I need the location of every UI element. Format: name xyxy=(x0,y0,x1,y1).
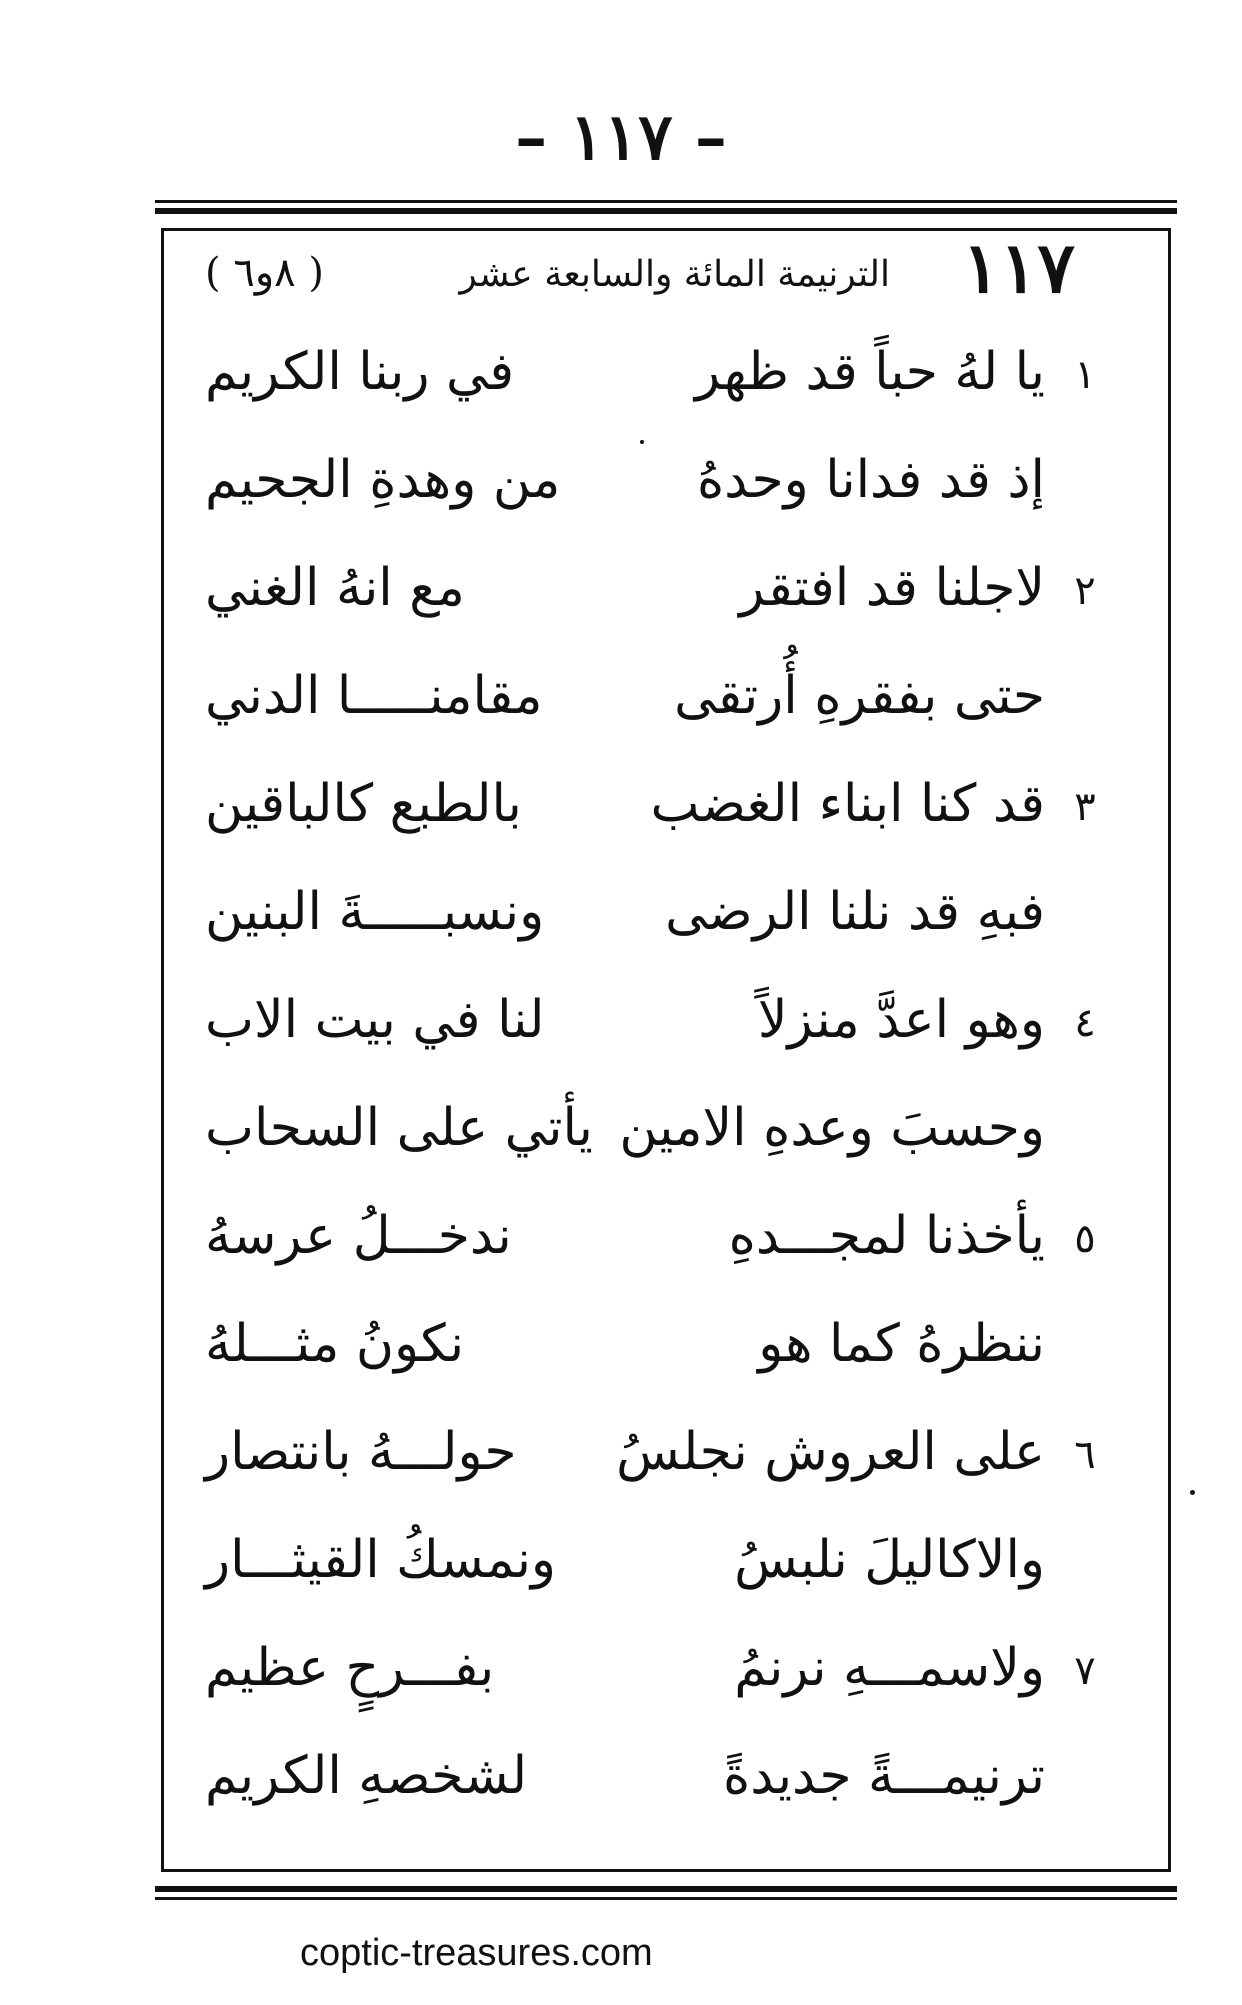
verse-line xyxy=(205,1626,1105,1734)
hemistich-first: قد كنا ابناء الغضب xyxy=(650,774,1045,834)
verse-line xyxy=(205,1302,1105,1410)
hemistich-first: وحسبَ وعدهِ الامين xyxy=(619,1098,1045,1158)
verse-number: ٣ xyxy=(1074,784,1096,830)
hemistich-first: ترنيمـــةً جديدةً xyxy=(723,1746,1045,1806)
verse-number: ١ xyxy=(1074,352,1096,398)
hymn-number: ١١٧ xyxy=(962,226,1075,309)
hymn-header xyxy=(205,226,1075,316)
hymn-meter: ( ٨و٦ ) xyxy=(205,250,324,296)
hemistich-second: ونمسكُ القيثـــار xyxy=(205,1530,557,1590)
hemistich-first: إذ قد فدانا وحدهُ xyxy=(696,450,1045,510)
hemistich-second: من وهدةِ الجحيم xyxy=(205,450,561,510)
verse-line xyxy=(205,1086,1105,1194)
verse-number: ٤ xyxy=(1074,1000,1096,1046)
hemistich-second: ونسبـــــةَ البنين xyxy=(205,882,545,942)
hemistich-second: بالطبع كالباقين xyxy=(205,774,522,834)
hemistich-first: يأخذنا لمجـــدهِ xyxy=(728,1206,1045,1266)
hemistich-second: بفـــرحٍ عظيم xyxy=(205,1638,495,1698)
verse-line xyxy=(205,654,1105,762)
verse-number: ٧ xyxy=(1074,1648,1096,1694)
hemistich-second: حولـــهُ بانتصار xyxy=(205,1422,517,1482)
hemistich-first: ولاسمـــهِ نرنمُ xyxy=(734,1638,1045,1698)
verse-line xyxy=(205,546,1105,654)
verse-number: ٦ xyxy=(1074,1432,1096,1478)
scan-speck xyxy=(1190,1490,1195,1495)
hemistich-second: في ربنا الكريم xyxy=(205,342,515,402)
verse-line xyxy=(205,1518,1105,1626)
hemistich-second: لنا في بيت الاب xyxy=(205,990,545,1050)
hemistich-first: يا لهُ حباً قد ظهر xyxy=(694,342,1045,402)
hemistich-first: والاكاليلَ نلبسُ xyxy=(734,1530,1045,1590)
verse-line xyxy=(205,330,1105,438)
hemistich-first: وهو اعدَّ منزلاً xyxy=(757,990,1045,1050)
hemistich-second: لشخصهِ الكريم xyxy=(205,1746,528,1806)
verse-line xyxy=(205,438,1105,546)
hemistich-first: فبهِ قد نلنا الرضى xyxy=(665,882,1045,942)
hemistich-second: مقامنـــــا الدني xyxy=(205,666,543,726)
verse-line xyxy=(205,1194,1105,1302)
hemistich-second: مع انهُ الغني xyxy=(205,558,465,618)
verse-number: ٥ xyxy=(1074,1216,1096,1262)
footer-url: coptic-treasures.com xyxy=(300,1932,653,1974)
hymn-title: الترنيمة المائة والسابعة عشر xyxy=(459,254,890,295)
hemistich-first: ننظرهُ كما هو xyxy=(758,1314,1045,1374)
verse-line xyxy=(205,1410,1105,1518)
verse-line xyxy=(205,762,1105,870)
hemistich-first: على العروش نجلسُ xyxy=(616,1422,1045,1482)
scan-speck xyxy=(640,440,644,444)
verse-line xyxy=(205,978,1105,1086)
hemistich-second: يأتي على السحاب xyxy=(205,1098,593,1158)
hemistich-first: لاجلنا قد افتقر xyxy=(739,558,1045,618)
hemistich-first: حتى بفقرهِ أُرتقى xyxy=(674,666,1045,726)
top-rule xyxy=(155,200,1177,203)
verses xyxy=(205,330,1105,1842)
hemistich-second: نكونُ مثـــلهُ xyxy=(205,1314,465,1374)
page-number: – ١١٧ – xyxy=(515,100,727,175)
verse-line xyxy=(205,870,1105,978)
verse-number: ٢ xyxy=(1074,568,1096,614)
verse-line xyxy=(205,1734,1105,1842)
hemistich-second: ندخـــلُ عرسهُ xyxy=(205,1206,512,1266)
